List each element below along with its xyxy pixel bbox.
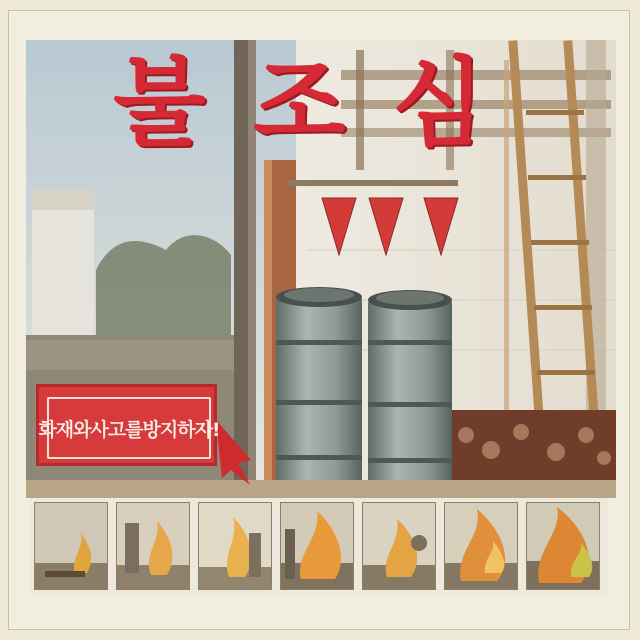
strip-captions	[30, 600, 608, 618]
strip-panel-4	[280, 502, 354, 590]
trees	[96, 235, 231, 340]
sand-box	[446, 410, 616, 480]
slogan-text: 화재와사고를방지하자!	[38, 418, 220, 441]
title-char-3: 심	[392, 47, 485, 159]
strip-panel-7	[526, 502, 600, 590]
title-char-1: 불	[113, 47, 206, 159]
wooden-pillar	[234, 40, 248, 480]
slogan-banner	[36, 384, 220, 466]
strip-panel-2	[116, 502, 190, 590]
comic-strip	[30, 498, 608, 594]
water-barrel-right	[368, 290, 452, 488]
distant-building	[32, 190, 94, 340]
strip-panel-1	[34, 502, 108, 590]
floor	[26, 480, 616, 498]
water-barrel-left	[276, 287, 362, 485]
strip-panel-5	[362, 502, 436, 590]
slogan-banner-border	[38, 397, 220, 459]
title-char-2: 조	[253, 47, 346, 159]
strip-panel-6	[444, 502, 518, 590]
strip-panel-3	[198, 502, 272, 590]
